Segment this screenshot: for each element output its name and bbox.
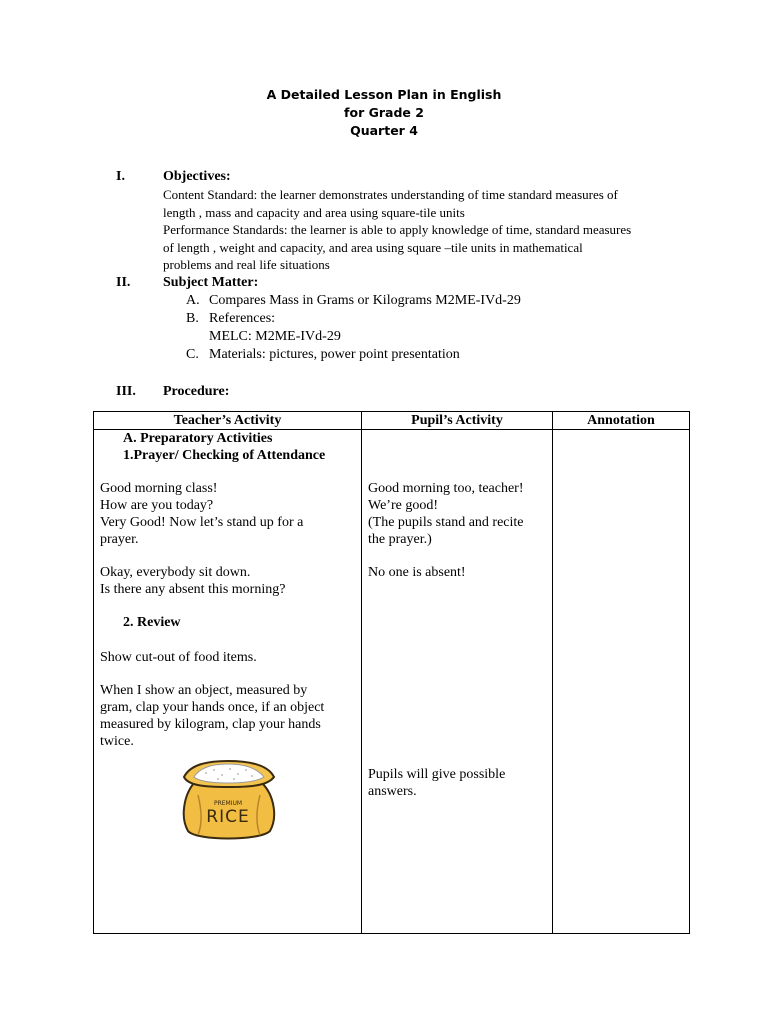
procedure-numeral: III. bbox=[116, 384, 136, 399]
table-header-row bbox=[94, 412, 690, 430]
teacher-line: Good morning class! bbox=[100, 481, 218, 496]
subject-matter-numeral: II. bbox=[116, 275, 131, 290]
review-heading: 2. Review bbox=[123, 615, 181, 630]
review-line: Show cut-out of food items. bbox=[100, 650, 257, 665]
subject-item-b-sub: MELC: M2ME-IVd-29 bbox=[209, 329, 341, 344]
subject-item-text: Compares Mass in Grams or Kilograms M2ME-IVd-29 bbox=[209, 293, 521, 308]
pupil-line: the prayer.) bbox=[368, 532, 432, 547]
rice-sack-icon bbox=[176, 755, 280, 843]
title-line-1: A Detailed Lesson Plan in English bbox=[266, 87, 502, 102]
review-line: twice. bbox=[100, 734, 134, 749]
preparatory-heading: A. Preparatory Activities bbox=[123, 431, 273, 446]
subject-item-c bbox=[186, 347, 460, 363]
prayer-heading: 1.Prayer/ Checking of Attendance bbox=[123, 448, 326, 463]
teacher-line: How are you today? bbox=[100, 498, 214, 513]
subject-item-letter: A. bbox=[186, 293, 200, 308]
header-pupil-activity: Pupil’s Activity bbox=[362, 412, 553, 430]
procedure-heading: Procedure: bbox=[163, 384, 230, 399]
pupil-line: Pupils will give possible bbox=[368, 767, 506, 782]
subject-item-letter: C. bbox=[186, 347, 199, 362]
subject-item-text: Materials: pictures, power point presentation bbox=[209, 347, 460, 362]
teacher-line: Very Good! Now let’s stand up for a bbox=[100, 515, 304, 530]
pupil-line: (The pupils stand and recite bbox=[368, 515, 524, 530]
procedure-table bbox=[93, 411, 690, 934]
subject-item-letter: B. bbox=[186, 311, 199, 326]
teacher-line: Is there any absent this morning? bbox=[100, 582, 286, 597]
teacher-line: prayer. bbox=[100, 532, 139, 547]
subject-item-b bbox=[186, 311, 275, 327]
header-teacher-activity: Teacher’s Activity bbox=[94, 412, 362, 430]
teacher-activity-cell bbox=[94, 430, 362, 934]
table-row bbox=[94, 430, 690, 934]
review-line: measured by kilogram, clap your hands bbox=[100, 717, 321, 732]
annotation-cell bbox=[553, 430, 690, 934]
teacher-line: Okay, everybody sit down. bbox=[100, 565, 251, 580]
pupil-line: answers. bbox=[368, 784, 417, 799]
header-annotation: Annotation bbox=[553, 412, 690, 430]
subject-item-text: References: bbox=[209, 311, 276, 326]
pupil-line: No one is absent! bbox=[368, 565, 466, 580]
subject-item-a bbox=[186, 293, 521, 309]
objectives-line: of length , weight and capacity, and area using square –tile units in mathematical bbox=[163, 239, 583, 255]
objectives-numeral: I. bbox=[116, 169, 125, 184]
title-line-2: for Grade 2 bbox=[344, 105, 424, 120]
objectives-line: Content Standard: the learner demonstrates understanding of time standard measures of bbox=[163, 187, 618, 202]
review-line: When I show an object, measured by bbox=[100, 683, 308, 698]
objectives-line: length , mass and capacity and area using square-tile units bbox=[163, 204, 465, 220]
document-title bbox=[0, 86, 768, 140]
pupil-line: We’re good! bbox=[368, 498, 439, 513]
rice-label-small: PREMIUM bbox=[213, 800, 243, 807]
rice-label: RICE bbox=[206, 807, 250, 827]
objectives-heading: Objectives: bbox=[163, 169, 231, 184]
objectives-line: problems and real life situations bbox=[163, 257, 330, 272]
review-line: gram, clap your hands once, if an object bbox=[100, 700, 325, 715]
rice-sack-image bbox=[176, 755, 280, 843]
pupil-line: Good morning too, teacher! bbox=[368, 481, 524, 496]
title-line-3: Quarter 4 bbox=[350, 123, 418, 138]
objectives-text bbox=[163, 186, 631, 274]
pupil-activity-cell bbox=[362, 430, 553, 934]
subject-matter-heading: Subject Matter: bbox=[163, 275, 259, 290]
objectives-line: Performance Standards: the learner is able to apply knowledge of time, standard measures bbox=[163, 222, 632, 237]
